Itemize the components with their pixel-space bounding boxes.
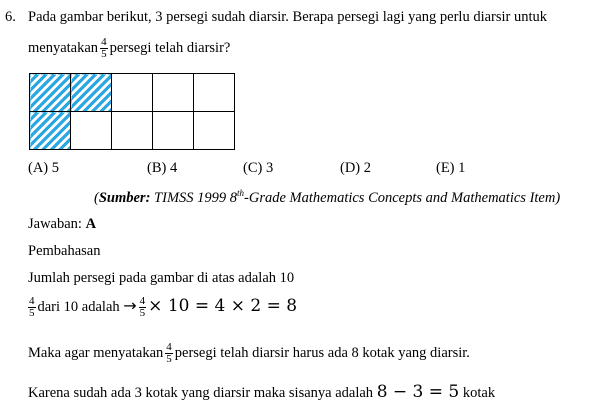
grid-cell-empty [112, 112, 153, 150]
discussion-line-4-math: 8 − 3 = 5 [376, 382, 460, 402]
discussion-line-3-after: persegi telah diarsir harus ada 8 kotak yang diarsir. [174, 344, 470, 361]
grid-row [30, 112, 235, 150]
discussion-line-4 [28, 382, 495, 402]
option-e: (E) 1 [436, 160, 466, 176]
grid-cell-empty [194, 112, 235, 150]
fraction-four-fifths [28, 296, 36, 319]
fraction-denominator: 5 [29, 307, 35, 320]
source-label: Sumber: [98, 189, 151, 206]
discussion-heading: Pembahasan [28, 243, 101, 259]
grid-cell-empty [153, 112, 194, 150]
fraction-numerator: 4 [166, 341, 172, 353]
discussion-line-2-text: dari 10 adalah [37, 299, 120, 315]
grid-cell-shaded [30, 112, 71, 150]
fraction-numerator: 4 [29, 295, 35, 308]
source-text-1: TIMSS 1999 8 [150, 189, 238, 206]
fraction-denominator: 5 [139, 307, 146, 320]
discussion-line-2 [26, 296, 297, 319]
source-open: ( [94, 189, 99, 206]
source-citation [94, 188, 560, 207]
question-line-2-after: persegi telah diarsir? [109, 39, 231, 56]
fraction-denominator: 5 [101, 48, 107, 60]
fraction-four-fifths [100, 37, 108, 60]
option-c: (C) 3 [243, 160, 274, 176]
grid-cell-empty [153, 74, 194, 112]
discussion-line-4-before: Karena sudah ada 3 kotak yang diarsir maka sisanya adalah [28, 385, 374, 401]
discussion-line-3 [28, 342, 470, 365]
question-line-2 [28, 37, 230, 60]
answer-label: Jawaban: [28, 216, 86, 232]
discussion-line-1: Jumlah persegi pada gambar di atas adalah 10 [28, 270, 295, 286]
source-text-2: -Grade Mathematics Concepts and Mathematics Item) [244, 189, 561, 206]
fraction-denominator: 5 [166, 353, 172, 365]
discussion-line-4-after: kotak [462, 385, 496, 401]
implies-arrow: → [123, 296, 137, 315]
answer-line [28, 216, 96, 233]
question-number: 6. [5, 9, 16, 25]
grid-cell-empty [112, 74, 153, 112]
grid-cell-empty [194, 74, 235, 112]
grid-cell-shaded [30, 74, 71, 112]
grid-cell-shaded [71, 74, 112, 112]
grid-cell-empty [71, 112, 112, 150]
discussion-line-2-math: × 10 = 4 × 2 = 8 [148, 296, 298, 316]
fraction-four-fifths [139, 296, 147, 319]
option-d: (D) 2 [340, 160, 372, 176]
fraction-numerator: 4 [139, 295, 146, 308]
square-grid-figure [29, 73, 235, 150]
question-line-1: Pada gambar berikut, 3 persegi sudah diarsir. Berapa persegi lagi yang perlu diarsir untuk [28, 9, 548, 25]
option-a: (A) 5 [28, 160, 60, 176]
question-line-2-before: menyatakan [28, 39, 99, 56]
discussion-line-3-before: Maka agar menyatakan [28, 344, 164, 361]
grid-row [30, 74, 235, 112]
source-sup: th [237, 188, 245, 198]
option-b: (B) 4 [147, 160, 178, 176]
fraction-numerator: 4 [101, 36, 107, 48]
answer-value: A [85, 216, 97, 232]
fraction-four-fifths [165, 342, 173, 365]
